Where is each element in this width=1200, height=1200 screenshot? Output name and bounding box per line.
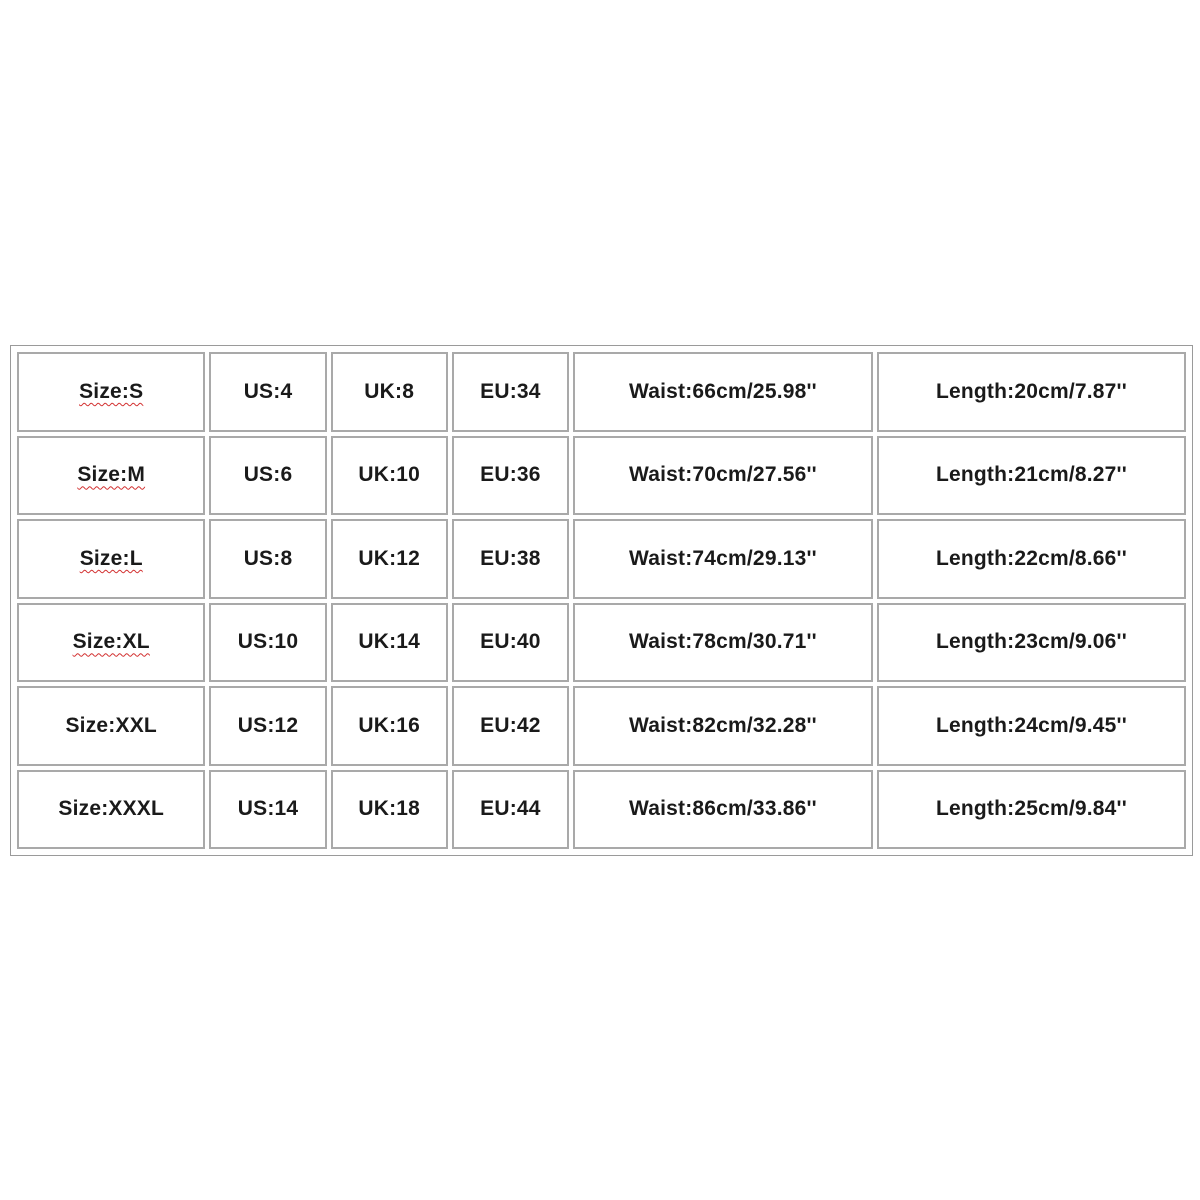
size-cell <box>17 519 205 599</box>
size-label: Size:S <box>79 379 144 403</box>
size-cell <box>17 603 205 683</box>
length-cell: Length:21cm/8.27'' <box>877 436 1186 516</box>
table-row <box>17 352 1186 432</box>
length-cell: Length:23cm/9.06'' <box>877 603 1186 683</box>
eu-size-cell: EU:34 <box>452 352 569 432</box>
size-chart-table <box>10 345 1193 856</box>
size-label: Size:XXL <box>65 713 157 737</box>
eu-size-cell: EU:40 <box>452 603 569 683</box>
waist-cell: Waist:82cm/32.28'' <box>573 686 873 766</box>
us-size-cell: US:14 <box>209 770 326 850</box>
uk-size-cell: UK:18 <box>331 770 448 850</box>
table-row <box>17 519 1186 599</box>
size-cell <box>17 436 205 516</box>
eu-size-cell: EU:44 <box>452 770 569 850</box>
size-label: Size:XXXL <box>58 797 165 821</box>
waist-cell: Waist:78cm/30.71'' <box>573 603 873 683</box>
length-cell: Length:22cm/8.66'' <box>877 519 1186 599</box>
eu-size-cell: EU:36 <box>452 436 569 516</box>
us-size-cell: US:4 <box>209 352 326 432</box>
us-size-cell: US:6 <box>209 436 326 516</box>
table-row <box>17 686 1186 766</box>
size-label: Size:L <box>79 546 143 570</box>
us-size-cell: US:10 <box>209 603 326 683</box>
waist-cell: Waist:70cm/27.56'' <box>573 436 873 516</box>
waist-cell: Waist:74cm/29.13'' <box>573 519 873 599</box>
us-size-cell: US:12 <box>209 686 326 766</box>
uk-size-cell: UK:10 <box>331 436 448 516</box>
size-cell <box>17 686 205 766</box>
size-label: Size:XL <box>72 630 150 654</box>
waist-cell: Waist:86cm/33.86'' <box>573 770 873 850</box>
size-label: Size:M <box>77 463 146 487</box>
table-row <box>17 436 1186 516</box>
table-row <box>17 603 1186 683</box>
size-cell <box>17 352 205 432</box>
uk-size-cell: UK:14 <box>331 603 448 683</box>
table-row <box>17 770 1186 850</box>
eu-size-cell: EU:38 <box>452 519 569 599</box>
length-cell: Length:20cm/7.87'' <box>877 352 1186 432</box>
eu-size-cell: EU:42 <box>452 686 569 766</box>
us-size-cell: US:8 <box>209 519 326 599</box>
uk-size-cell: UK:16 <box>331 686 448 766</box>
length-cell: Length:24cm/9.45'' <box>877 686 1186 766</box>
waist-cell: Waist:66cm/25.98'' <box>573 352 873 432</box>
uk-size-cell: UK:8 <box>331 352 448 432</box>
uk-size-cell: UK:12 <box>331 519 448 599</box>
length-cell: Length:25cm/9.84'' <box>877 770 1186 850</box>
size-cell <box>17 770 205 850</box>
